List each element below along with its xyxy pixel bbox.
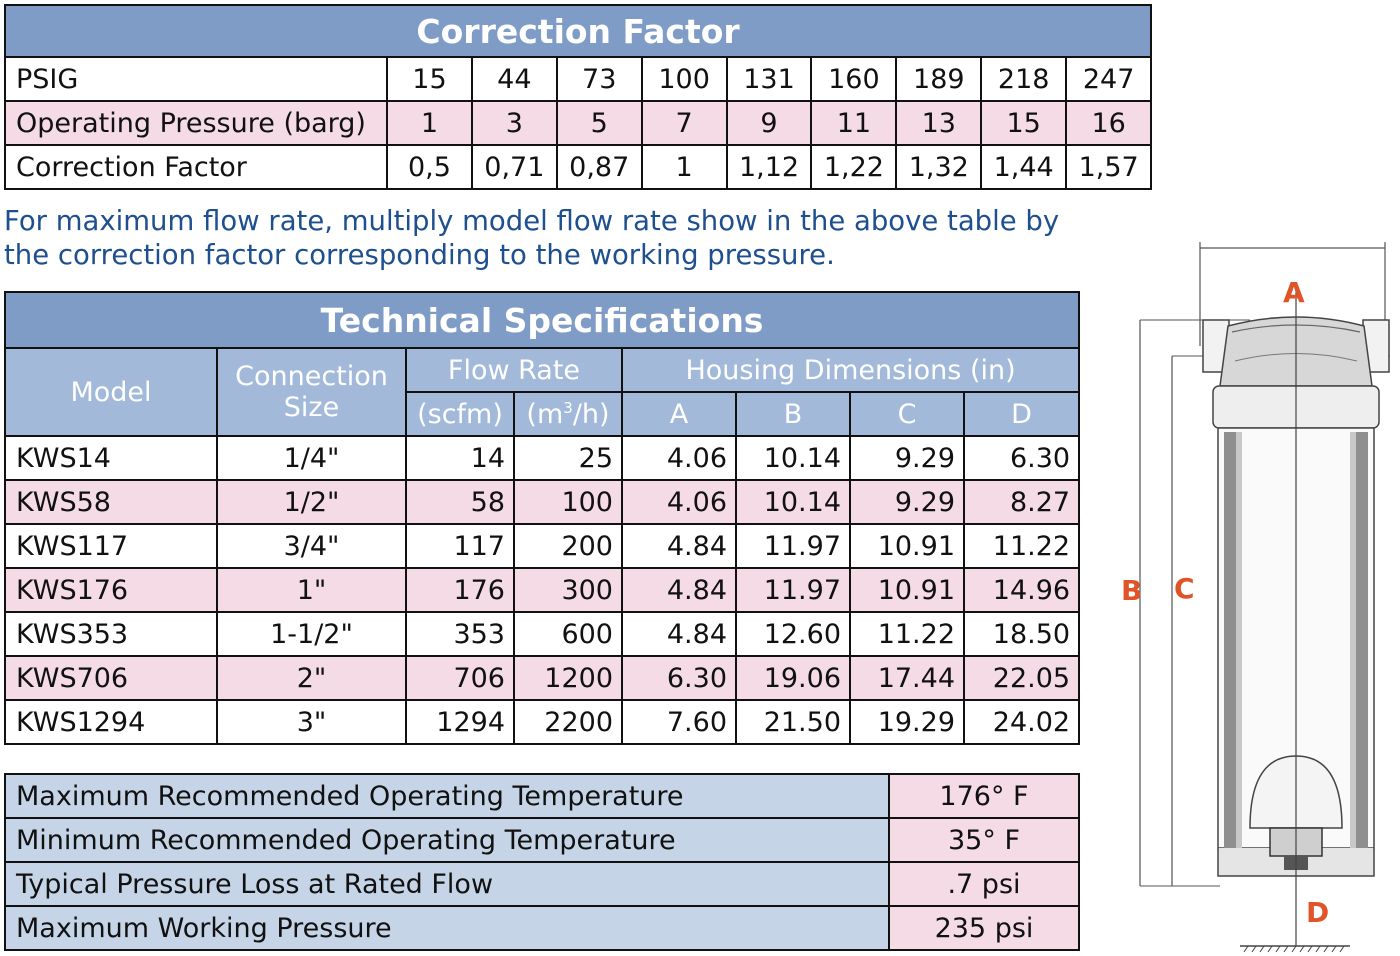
scfm-cell: 176	[406, 568, 514, 612]
size-cell: 3/4"	[217, 524, 406, 568]
dim-label-d: D	[1306, 896, 1330, 929]
note-line: the correction factor corresponding to the working pressure.	[4, 239, 835, 271]
psig-value: 15	[387, 57, 472, 101]
connection-size-header	[217, 348, 406, 436]
m3h-cell: 200	[514, 524, 622, 568]
dim-d-cell: 11.22	[964, 524, 1079, 568]
dim-d-cell: 8.27	[964, 480, 1079, 524]
model-cell: KWS353	[5, 612, 217, 656]
condition-value: 235 psi	[889, 906, 1079, 950]
model-cell: KWS176	[5, 568, 217, 612]
factor-value: 1,57	[1066, 145, 1151, 189]
m3h-cell: 1200	[514, 656, 622, 700]
model-cell: KWS706	[5, 656, 217, 700]
model-cell: KWS14	[5, 436, 217, 480]
dim-d-cell: 14.96	[964, 568, 1079, 612]
table-row	[5, 656, 1079, 700]
housing-dimensions-header: Housing Dimensions (in)	[622, 348, 1079, 392]
model-cell: KWS1294	[5, 700, 217, 744]
factor-value: 0,71	[472, 145, 557, 189]
scfm-cell: 1294	[406, 700, 514, 744]
housing-dimension-drawing	[1110, 236, 1400, 956]
table-row	[5, 700, 1079, 744]
barg-value: 15	[981, 101, 1066, 145]
factor-value: 1,44	[981, 145, 1066, 189]
dim-a-cell: 6.30	[622, 656, 736, 700]
barg-value: 7	[642, 101, 727, 145]
size-cell: 1/2"	[217, 480, 406, 524]
table-row	[5, 862, 1079, 906]
row-label: Operating Pressure (barg)	[5, 101, 387, 145]
correction-factor-title: Correction Factor	[5, 5, 1151, 57]
dim-a-cell: 4.84	[622, 568, 736, 612]
m3h-cell: 2200	[514, 700, 622, 744]
barg-value: 16	[1066, 101, 1151, 145]
correction-factor-table	[4, 4, 1152, 190]
size-cell: 1-1/2"	[217, 612, 406, 656]
correction-note	[4, 204, 1064, 272]
dim-b-cell: 10.14	[736, 436, 850, 480]
dim-d-header: D	[964, 392, 1079, 436]
model-header: Model	[5, 348, 217, 436]
table-row	[5, 568, 1079, 612]
row-label: Correction Factor	[5, 145, 387, 189]
factor-value: 1	[642, 145, 727, 189]
psig-value: 218	[981, 57, 1066, 101]
psig-value: 189	[896, 57, 981, 101]
table-row	[5, 145, 1151, 189]
dim-a-cell: 7.60	[622, 700, 736, 744]
factor-value: 1,12	[727, 145, 812, 189]
size-cell: 1/4"	[217, 436, 406, 480]
dim-b-cell: 21.50	[736, 700, 850, 744]
dim-a-cell: 4.06	[622, 480, 736, 524]
dim-a-cell: 4.84	[622, 524, 736, 568]
barg-value: 13	[896, 101, 981, 145]
m3h-cell: 100	[514, 480, 622, 524]
dim-a-cell: 4.06	[622, 436, 736, 480]
condition-label: Maximum Working Pressure	[5, 906, 889, 950]
dim-c-cell: 11.22	[850, 612, 964, 656]
dim-d-cell: 22.05	[964, 656, 1079, 700]
psig-value: 44	[472, 57, 557, 101]
dim-b-header: B	[736, 392, 850, 436]
model-cell: KWS117	[5, 524, 217, 568]
table-row	[5, 101, 1151, 145]
dim-c-cell: 10.91	[850, 524, 964, 568]
dim-label-c: C	[1174, 572, 1195, 605]
psig-value: 247	[1066, 57, 1151, 101]
scfm-cell: 58	[406, 480, 514, 524]
table-row	[5, 436, 1079, 480]
psig-value: 73	[557, 57, 642, 101]
condition-value: .7 psi	[889, 862, 1079, 906]
dim-b-cell: 11.97	[736, 524, 850, 568]
factor-value: 0,87	[557, 145, 642, 189]
table-row	[5, 612, 1079, 656]
dim-b-cell: 10.14	[736, 480, 850, 524]
specs-title: Technical Specifications	[5, 292, 1079, 348]
condition-value: 35° F	[889, 818, 1079, 862]
scfm-header: (scfm)	[406, 392, 514, 436]
psig-value: 100	[642, 57, 727, 101]
psig-value: 131	[727, 57, 812, 101]
table-row	[5, 818, 1079, 862]
condition-value: 176° F	[889, 774, 1079, 818]
table-row	[5, 480, 1079, 524]
m3h-header: $(m^3/h)$	[514, 392, 622, 436]
scfm-cell: 117	[406, 524, 514, 568]
dim-c-cell: 9.29	[850, 480, 964, 524]
barg-value: 1	[387, 101, 472, 145]
connection-header-line: Size	[283, 392, 340, 423]
dim-b-cell: 11.97	[736, 568, 850, 612]
dim-c-cell: 10.91	[850, 568, 964, 612]
technical-specifications-table	[4, 291, 1080, 745]
table-row	[5, 774, 1079, 818]
condition-label: Typical Pressure Loss at Rated Flow	[5, 862, 889, 906]
m3h-cell: 600	[514, 612, 622, 656]
table-row	[5, 524, 1079, 568]
operating-conditions-table	[4, 773, 1080, 951]
factor-value: 1,22	[811, 145, 896, 189]
condition-label: Maximum Recommended Operating Temperature	[5, 774, 889, 818]
dim-c-cell: 9.29	[850, 436, 964, 480]
dim-a-header: A	[622, 392, 736, 436]
barg-value: 11	[811, 101, 896, 145]
scfm-cell: 706	[406, 656, 514, 700]
table-row	[5, 57, 1151, 101]
table-row	[5, 906, 1079, 950]
factor-value: 1,32	[896, 145, 981, 189]
dim-d-cell: 18.50	[964, 612, 1079, 656]
row-label: PSIG	[5, 57, 387, 101]
scfm-cell: 14	[406, 436, 514, 480]
size-cell: 2"	[217, 656, 406, 700]
psig-value: 160	[811, 57, 896, 101]
dim-d-cell: 24.02	[964, 700, 1079, 744]
dim-label-b: B	[1121, 574, 1143, 607]
scfm-cell: 353	[406, 612, 514, 656]
factor-value: 0,5	[387, 145, 472, 189]
dim-label-a: A	[1283, 276, 1305, 309]
dim-b-cell: 12.60	[736, 612, 850, 656]
condition-label: Minimum Recommended Operating Temperature	[5, 818, 889, 862]
dim-b-cell: 19.06	[736, 656, 850, 700]
barg-value: 5	[557, 101, 642, 145]
barg-value: 9	[727, 101, 812, 145]
size-cell: 1"	[217, 568, 406, 612]
m3h-cell: 300	[514, 568, 622, 612]
note-line: For maximum flow rate, multiply model flow rate show in the above table by	[4, 205, 1060, 237]
dim-a-cell: 4.84	[622, 612, 736, 656]
dim-d-cell: 6.30	[964, 436, 1079, 480]
model-cell: KWS58	[5, 480, 217, 524]
m3h-cell: 25	[514, 436, 622, 480]
barg-value: 3	[472, 101, 557, 145]
dim-c-header: C	[850, 392, 964, 436]
connection-header-line: Connection	[235, 361, 388, 392]
dim-c-cell: 17.44	[850, 656, 964, 700]
size-cell: 3"	[217, 700, 406, 744]
flow-rate-header: Flow Rate	[406, 348, 622, 392]
dim-c-cell: 19.29	[850, 700, 964, 744]
